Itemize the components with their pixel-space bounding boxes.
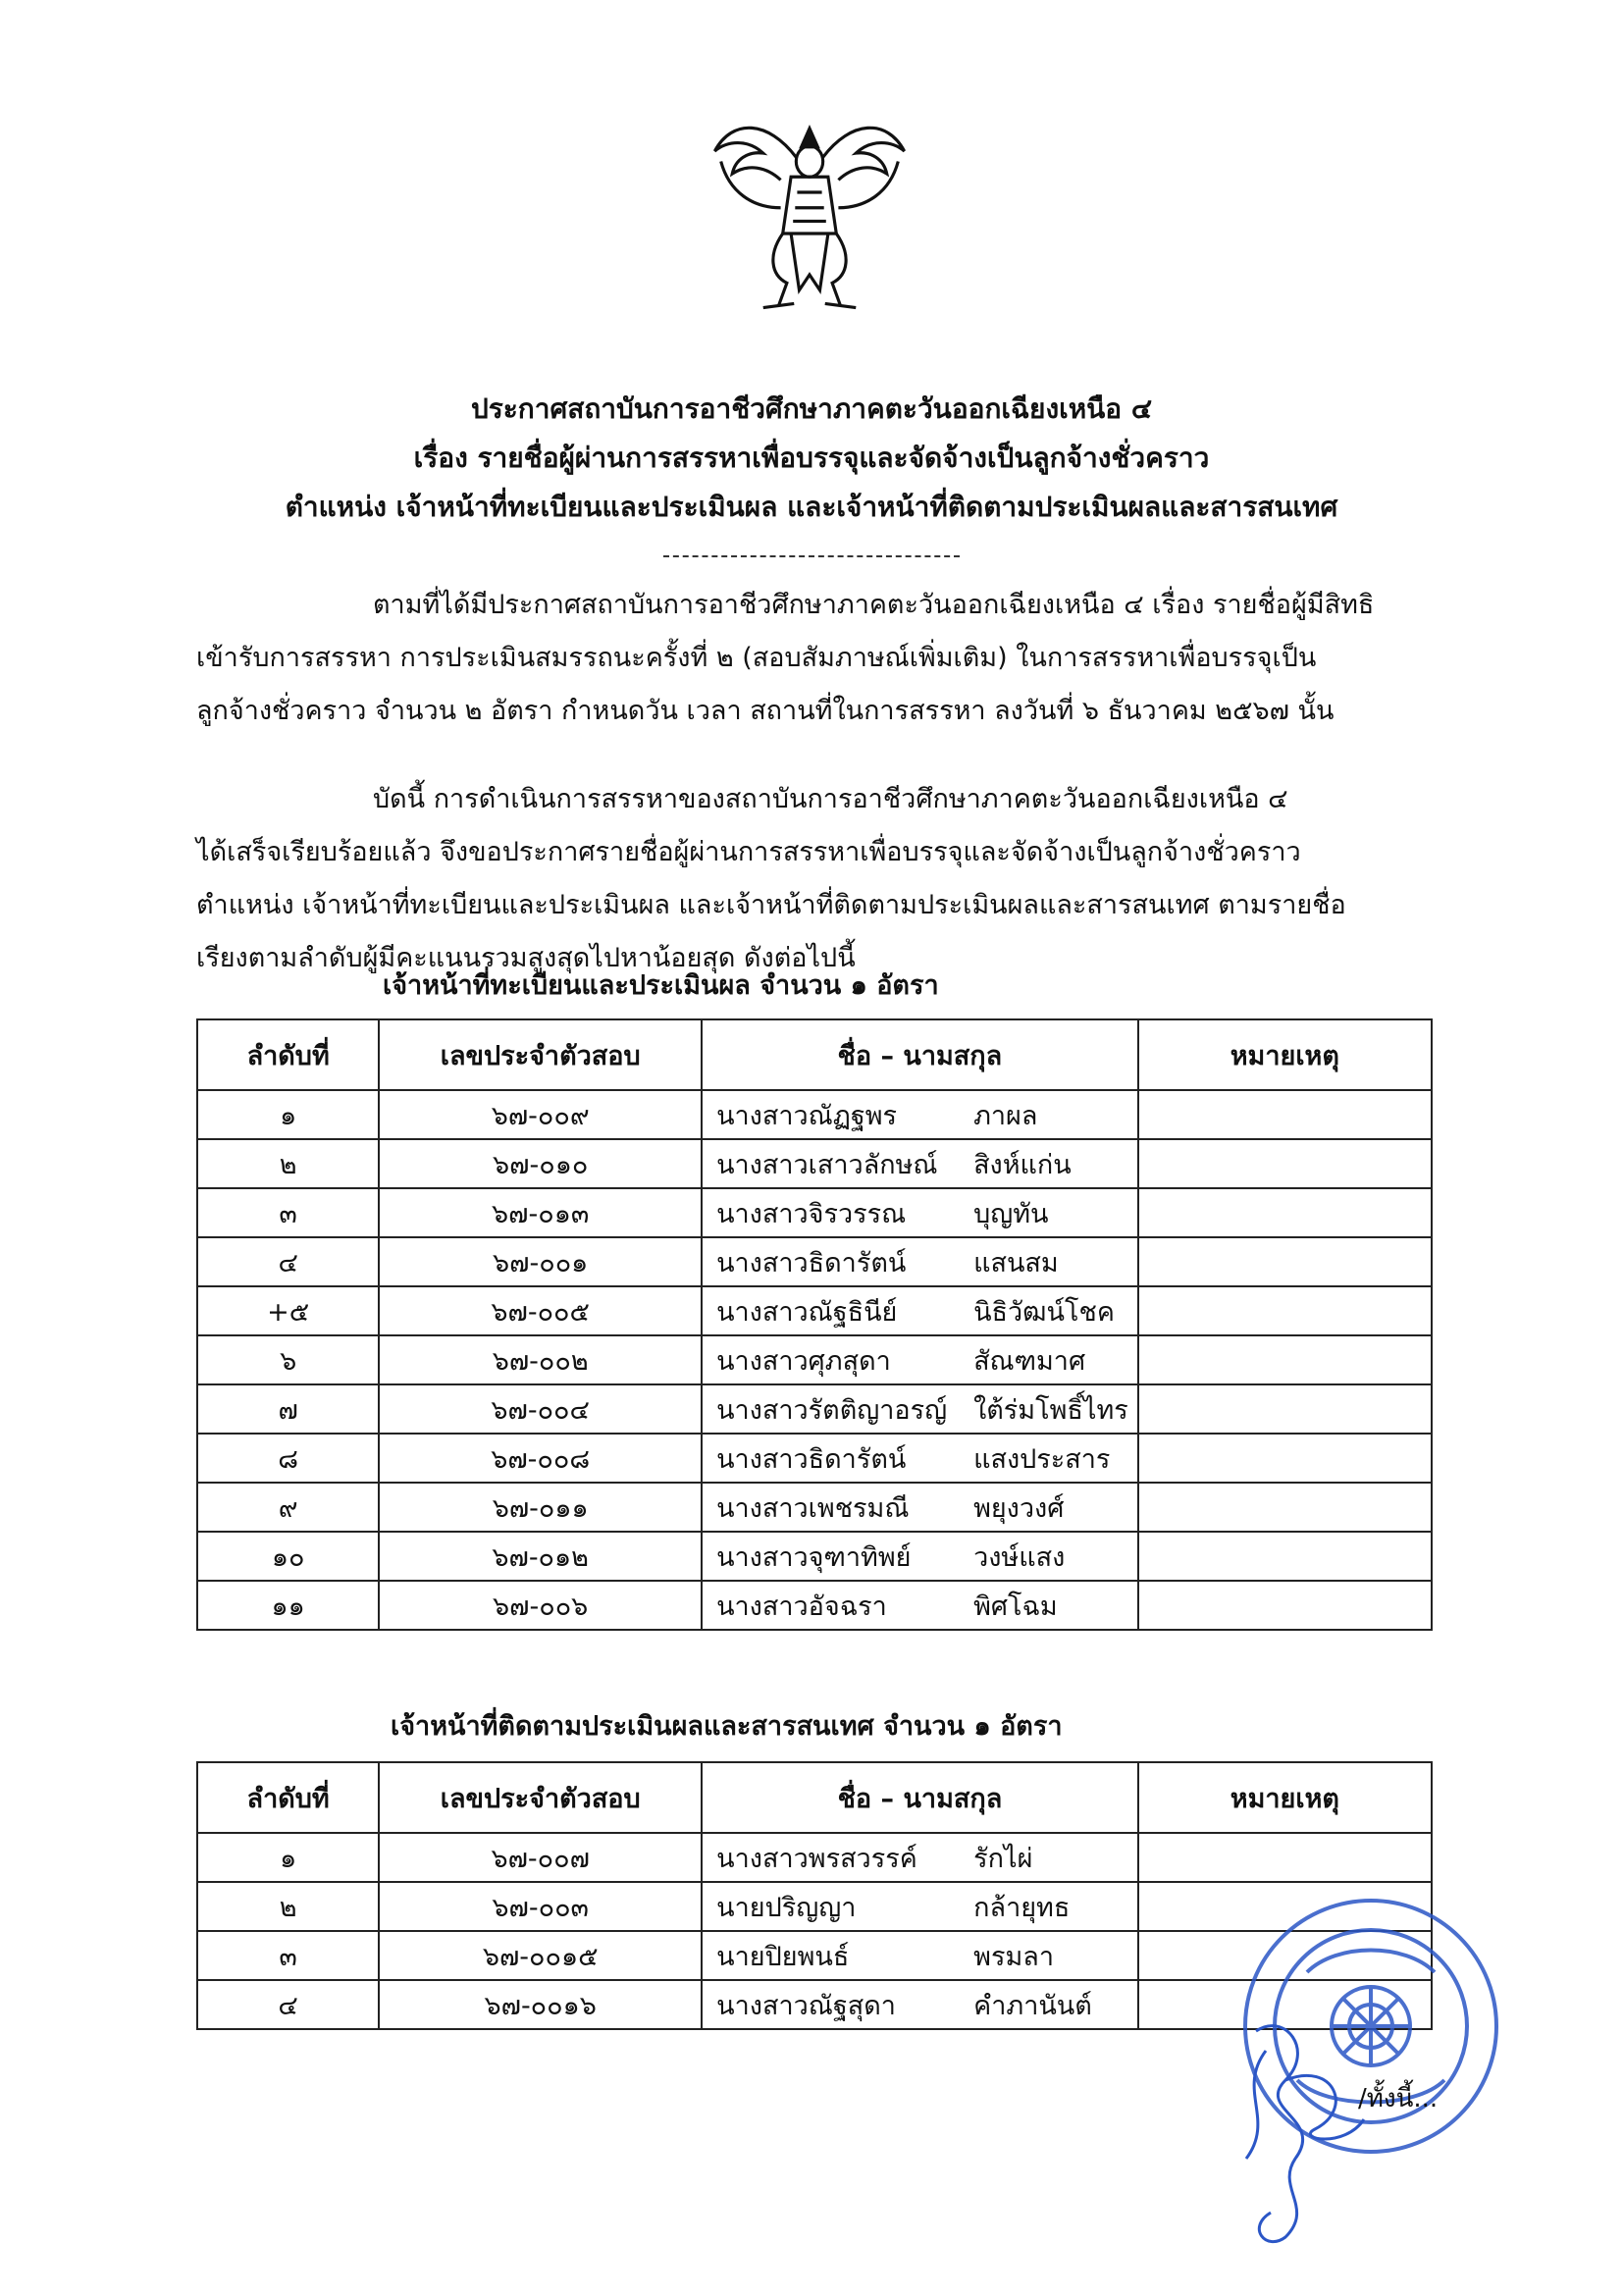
table-row	[197, 1286, 1432, 1335]
column-header-exam-id: เลขประจำตัวสอบ	[379, 1019, 702, 1090]
cell-order: ๔	[197, 1980, 379, 2029]
last-name: สัณฑมาศ	[973, 1345, 1086, 1377]
table-row	[197, 1090, 1432, 1139]
last-name: ใต้ร่มโพธิ์ไทร	[973, 1394, 1128, 1426]
first-name: นายปริญญา	[716, 1892, 857, 1923]
table-row	[197, 1384, 1432, 1434]
column-header-name: ชื่อ – นามสกุล	[702, 1762, 1138, 1833]
first-name: นางสาวศุภสุดา	[716, 1345, 891, 1377]
cell-note	[1138, 1286, 1432, 1335]
announcement-subject: เรื่อง รายชื่อผู้ผ่านการสรรหาเพื่อบรรจุและจัดจ้างเป็นลูกจ้างชั่วคราว	[413, 442, 1210, 474]
announcement-position: ตำแหน่ง เจ้าหน้าที่ทะเบียนและประเมินผล และเจ้าหน้าที่ติดตามประเมินผลและสารสนเทศ	[285, 491, 1338, 523]
last-name: บุญทัน	[973, 1198, 1049, 1229]
table-row	[197, 1237, 1432, 1286]
cell-name	[702, 1532, 1138, 1581]
last-name: นิธิวัฒน์โชค	[973, 1296, 1115, 1328]
cell-name	[702, 1286, 1138, 1335]
cell-note	[1138, 1384, 1432, 1434]
announcement-title: ประกาศสถาบันการอาชีวศึกษาภาคตะวันออกเฉียงเหนือ ๔	[470, 392, 1153, 425]
cell-note	[1138, 1434, 1432, 1483]
last-name: พยุงวงศ์	[973, 1492, 1065, 1524]
last-name: คำภานันต์	[973, 1990, 1092, 2021]
cell-name	[702, 1237, 1138, 1286]
cell-note	[1138, 1833, 1432, 1882]
last-name: พรมลา	[973, 1941, 1054, 1972]
paragraph-reference	[196, 579, 1423, 738]
first-name: นางสาวเสาวลักษณ์	[716, 1149, 938, 1180]
cell-exam-id: ๖๗-๐๐๑๖	[379, 1980, 702, 2029]
cell-order: ๙	[197, 1483, 379, 1532]
cell-exam-id: ๖๗-๐๑๑	[379, 1483, 702, 1532]
cell-name	[702, 1090, 1138, 1139]
continued-marker: /ทั้งนี้...	[1358, 2084, 1439, 2113]
cell-name	[702, 1384, 1138, 1434]
last-name: แสนสม	[973, 1247, 1059, 1278]
cell-order: ๒	[197, 1139, 379, 1188]
table-row	[197, 1833, 1432, 1882]
paragraph-line: ลูกจ้างชั่วคราว จำนวน ๒ อัตรา กำหนดวัน เวลา สถานที่ในการสรรหา ลงวันที่ ๖ ธันวาคม ๒๕๖๗ นั้น	[196, 696, 1335, 726]
first-name: นางสาวจิรวรรณ	[716, 1198, 907, 1229]
table-row	[197, 1188, 1432, 1237]
cell-order: ๖	[197, 1335, 379, 1384]
paragraph-line: เข้ารับการสรรหา การประเมินสมรรถนะครั้งที่ ๒ (สอบสัมภาษณ์เพิ่มเติม) ในการสรรหาเพื่อบรรจุเป็น	[196, 643, 1317, 673]
cell-name	[702, 1483, 1138, 1532]
cell-order: ๑	[197, 1833, 379, 1882]
first-name: นางสาวรัตติญาอรญ์	[716, 1394, 948, 1426]
divider	[663, 555, 960, 557]
cell-exam-id: ๖๗-๐๐๓	[379, 1882, 702, 1931]
first-name: นางสาวณัฐธินีย์	[716, 1296, 898, 1328]
cell-order: ๑๐	[197, 1532, 379, 1581]
cell-note	[1138, 1483, 1432, 1532]
cell-order: ๓	[197, 1931, 379, 1980]
table-row	[197, 1581, 1432, 1630]
first-name: นายปิยพนธ์	[716, 1941, 850, 1972]
cell-exam-id: ๖๗-๐๑๒	[379, 1532, 702, 1581]
cell-name	[702, 1931, 1138, 1980]
cell-note	[1138, 1581, 1432, 1630]
first-name: นางสาวพรสวรรค์	[716, 1843, 917, 1874]
cell-exam-id: ๖๗-๐๐๕	[379, 1286, 702, 1335]
cell-name	[702, 1833, 1138, 1882]
cell-exam-id: ๖๗-๐๐๑๕	[379, 1931, 702, 1980]
last-name: พิศโฉม	[973, 1591, 1058, 1622]
cell-name	[702, 1335, 1138, 1384]
cell-note	[1138, 1090, 1432, 1139]
results-table-registration	[196, 1018, 1433, 1631]
paragraph-line: บัดนี้ การดำเนินการสรรหาของสถาบันการอาชีวศึกษาภาคตะวันออกเฉียงเหนือ ๔	[373, 784, 1288, 814]
cell-exam-id: ๖๗-๐๑๓	[379, 1188, 702, 1237]
last-name: สิงห์แก่น	[973, 1149, 1072, 1180]
first-name: นางสาวธิดารัตน์	[716, 1443, 907, 1475]
cell-order: ๒	[197, 1882, 379, 1931]
cell-exam-id: ๖๗-๐๐๔	[379, 1384, 702, 1434]
cell-name	[702, 1882, 1138, 1931]
cell-note	[1138, 1188, 1432, 1237]
first-name: นางสาวอัจฉรา	[716, 1591, 887, 1622]
cell-note	[1138, 1335, 1432, 1384]
cell-name	[702, 1581, 1138, 1630]
last-name: ภาผล	[973, 1100, 1038, 1131]
cell-name	[702, 1434, 1138, 1483]
cell-exam-id: ๖๗-๐๐๙	[379, 1090, 702, 1139]
cell-order: ๔	[197, 1237, 379, 1286]
first-name: นางสาวณัฐสุดา	[716, 1990, 896, 2021]
section-title-monitoring: เจ้าหน้าที่ติดตามประเมินผลและสารสนเทศ จำนวน ๑ อัตรา	[391, 1711, 1063, 1742]
cell-order: +๕	[197, 1286, 379, 1335]
cell-exam-id: ๖๗-๐๐๑	[379, 1237, 702, 1286]
table-row	[197, 1139, 1432, 1188]
last-name: แสงประสาร	[973, 1443, 1111, 1475]
last-name: วงษ์แสง	[973, 1541, 1066, 1573]
cell-note	[1138, 1139, 1432, 1188]
paragraph-line: เรียงตามลำดับผู้มีคะแนนรวมสูงสุดไปหาน้อยสุด ดังต่อไปนี้	[196, 943, 856, 973]
paragraph-announcement	[196, 773, 1423, 985]
section-title-registration: เจ้าหน้าที่ทะเบียนและประเมินผล จำนวน ๑ อัตรา	[383, 970, 939, 1001]
first-name: นางสาวเพชรมณี	[716, 1492, 910, 1524]
cell-exam-id: ๖๗-๐๑๐	[379, 1139, 702, 1188]
garuda-emblem-icon	[707, 110, 913, 316]
column-header-note: หมายเหตุ	[1138, 1762, 1432, 1833]
table-header-row	[197, 1019, 1432, 1090]
table-row	[197, 1532, 1432, 1581]
cell-exam-id: ๖๗-๐๐๘	[379, 1434, 702, 1483]
signature-icon	[1227, 1992, 1393, 2257]
table-header-row	[197, 1762, 1432, 1833]
paragraph-line: ตำแหน่ง เจ้าหน้าที่ทะเบียนและประเมินผล และเจ้าหน้าที่ติดตามประเมินผลและสารสนเทศ ตามรายชื่อ	[196, 890, 1346, 920]
cell-name	[702, 1980, 1138, 2029]
cell-order: ๑	[197, 1090, 379, 1139]
cell-order: ๘	[197, 1434, 379, 1483]
last-name: รักไผ่	[973, 1843, 1033, 1874]
first-name: นางสาวธิดารัตน์	[716, 1247, 907, 1278]
cell-name	[702, 1188, 1138, 1237]
column-header-order: ลำดับที่	[197, 1762, 379, 1833]
paragraph-line: ได้เสร็จเรียบร้อยแล้ว จึงขอประกาศรายชื่อผู้ผ่านการสรรหาเพื่อบรรจุและจัดจ้างเป็นลูกจ้างชั่วคราว	[196, 837, 1301, 867]
cell-exam-id: ๖๗-๐๐๖	[379, 1581, 702, 1630]
table-row	[197, 1483, 1432, 1532]
cell-order: ๓	[197, 1188, 379, 1237]
cell-order: ๑๑	[197, 1581, 379, 1630]
first-name: นางสาวจุฑาทิพย์	[716, 1541, 912, 1573]
cell-exam-id: ๖๗-๐๐๗	[379, 1833, 702, 1882]
column-header-exam-id: เลขประจำตัวสอบ	[379, 1762, 702, 1833]
table-row	[197, 1335, 1432, 1384]
cell-note	[1138, 1237, 1432, 1286]
paragraph-line: ตามที่ได้มีประกาศสถาบันการอาชีวศึกษาภาคตะวันออกเฉียงเหนือ ๔ เรื่อง รายชื่อผู้มีสิทธิ	[373, 590, 1375, 620]
first-name: นางสาวณัฏฐพร	[716, 1100, 898, 1131]
cell-exam-id: ๖๗-๐๐๒	[379, 1335, 702, 1384]
table-row	[197, 1434, 1432, 1483]
column-header-note: หมายเหตุ	[1138, 1019, 1432, 1090]
cell-order: ๗	[197, 1384, 379, 1434]
column-header-order: ลำดับที่	[197, 1019, 379, 1090]
column-header-name: ชื่อ – นามสกุล	[702, 1019, 1138, 1090]
cell-name	[702, 1139, 1138, 1188]
last-name: กล้ายุทธ	[973, 1892, 1071, 1923]
cell-note	[1138, 1532, 1432, 1581]
